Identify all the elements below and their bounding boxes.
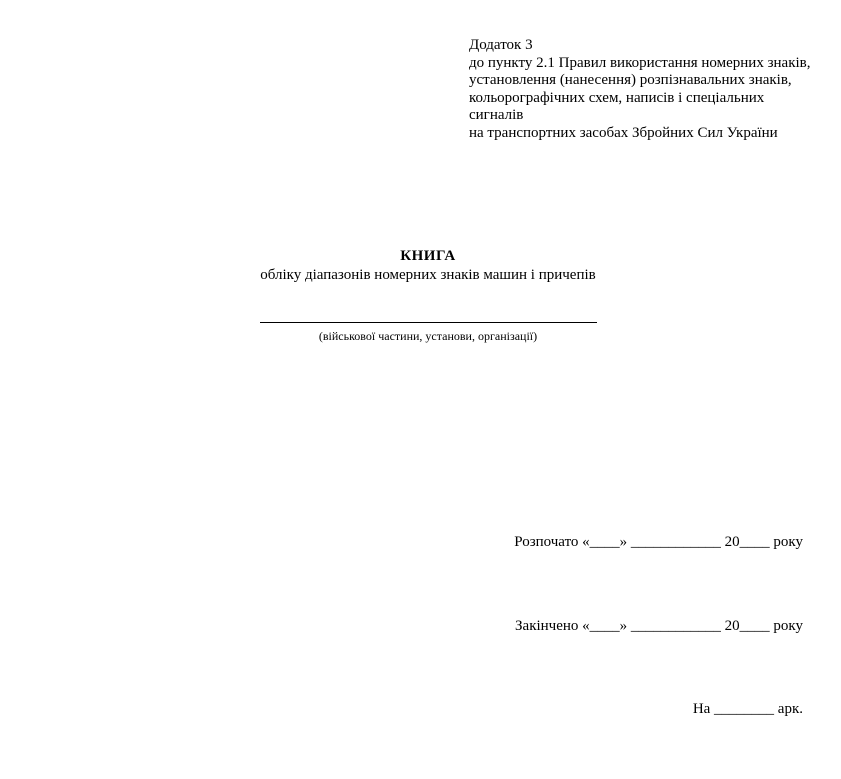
- appendix-header: [469, 37, 814, 142]
- appendix-header-line: до пункту 2.1 Правил використання номерних знаків,: [469, 54, 811, 71]
- document-subtitle: обліку діапазонів номерних знаків машин і причепів: [260, 267, 596, 283]
- started-date-line: Розпочато «____» ____________ 20____ року: [514, 534, 803, 551]
- finished-date-line: Закінчено «____» ____________ 20____ року: [515, 617, 803, 634]
- appendix-header-line: на транспортних засобах Збройних Сил України: [469, 124, 778, 141]
- document-title: КНИГА: [400, 248, 456, 264]
- organization-fill-line: [260, 322, 597, 323]
- dates-block: [514, 474, 803, 779]
- appendix-header-line: Додаток 3: [469, 37, 533, 53]
- sheets-count-line: На ________ арк.: [692, 700, 803, 717]
- appendix-header-line: установлення (нанесення) розпізнавальних знаків,: [469, 72, 792, 88]
- organization-caption: (військової частини, установи, організації): [318, 329, 538, 343]
- appendix-header-line: кольорографічних схем, написів і спеціальних сигналів: [469, 89, 765, 123]
